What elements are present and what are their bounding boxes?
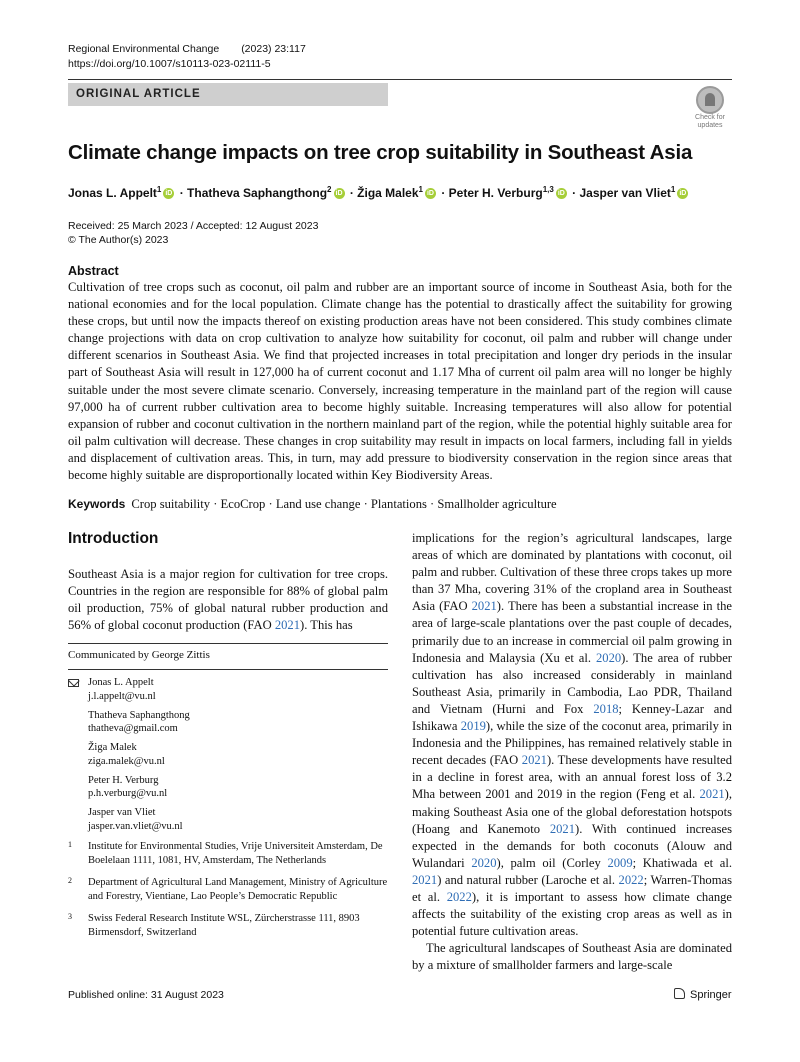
intro-text: ; Warren-Thomas et al. — [412, 872, 732, 904]
contact-name: Žiga Malek — [88, 742, 137, 753]
author-separator: · — [176, 186, 188, 200]
author-affiliation-number: 2 — [327, 185, 332, 194]
author-separator: · — [568, 186, 580, 200]
introduction-paragraph-2: The agricultural landscapes of Southeast Asia are dominated by a mixture of smallholder farmers and large-scale — [412, 941, 732, 973]
orcid-icon[interactable]: iD — [335, 190, 343, 198]
author-affiliation-number: 1 — [156, 185, 162, 194]
citation-link[interactable]: 2021 — [549, 821, 575, 836]
orcid-icon[interactable]: iD — [165, 190, 173, 198]
affiliation-text: Institute for Environmental Studies, Vrije Universiteit Amsterdam, De Boelelaan 1111, 1081, HV, Amsterdam, The Netherlands — [88, 841, 383, 866]
affiliation-entry — [68, 876, 388, 903]
introduction-heading: Introduction — [68, 530, 159, 547]
contact-entry — [88, 709, 388, 736]
citation-link[interactable]: 2021 — [521, 753, 547, 768]
affiliation-number: 3 — [68, 912, 72, 921]
journal-name: Regional Environmental Change — [68, 43, 220, 55]
intro-text: Southeast Asia is a major region for cultivation for tree crops. Countries in the region are responsible for 88% of global palm oil production, 75% of global natural rubber production and 56% of global coconut production (FAO — [68, 567, 388, 633]
doi-link[interactable]: https://doi.org/10.1007/s10113-023-02111-5 — [68, 58, 271, 70]
contact-name: Peter H. Verburg — [88, 774, 159, 786]
intro-text: ), making Southeast Asia one of the global deforestation hotspots (Hoang and Kanemoto — [412, 787, 732, 836]
published-online-date: Published online: 31 August 2023 — [68, 989, 224, 1001]
received-accepted-dates: Received: 25 March 2023 / Accepted: 12 August 2023 — [68, 220, 319, 232]
article-type-banner: ORIGINAL ARTICLE — [68, 83, 388, 106]
citation-link[interactable]: 2020 — [471, 855, 497, 870]
intro-text: ). These developments have resulted in a decline in forest area, with an annual forest loss of 3.2 Mha between 2001 and 2019 in the region (Feng et al. — [412, 753, 732, 802]
contact-email[interactable]: p.h.verburg@vu.nl — [88, 788, 168, 799]
check-updates-label: Check for — [695, 114, 725, 121]
orcid-icon[interactable]: iD — [679, 190, 687, 198]
intro-text: ; Khatiwada et al. — [632, 855, 732, 870]
publisher-logo — [674, 988, 732, 1001]
author-affiliation-number: 1,3 — [542, 185, 554, 194]
author-separator: · — [346, 186, 358, 200]
intro-text: implications for the region’s agricultural landscapes, large areas of which are dominated by plantations with coconut, oil palm and rubber. Cultivation of these three crops takes up more than 37 Mha, covering 31% of the cropland area in Southeast Asia (FAO — [412, 531, 733, 614]
author-name[interactable]: Jonas L. Appelt — [68, 186, 157, 200]
affiliation-number: 2 — [68, 876, 72, 885]
keywords-label: Keywords — [68, 497, 126, 511]
intro-text: ). This has — [300, 618, 353, 633]
citation-link[interactable]: 2021 — [274, 618, 301, 633]
contact-email[interactable]: j.l.appelt@vu.nl — [88, 690, 156, 702]
contact-entry — [88, 741, 388, 768]
intro-text: ), palm oil (Corley — [496, 855, 608, 870]
contact-entry — [88, 806, 388, 833]
author-separator: · — [437, 186, 449, 200]
citation-link[interactable]: 2022 — [618, 872, 644, 887]
citation-link[interactable]: 2021 — [699, 787, 725, 802]
contact-entry — [88, 774, 388, 801]
affiliation-entry — [68, 840, 388, 867]
contact-name: Thatheva Saphangthong — [88, 709, 190, 721]
affiliation-entry — [68, 912, 388, 939]
affiliation-list — [68, 840, 388, 948]
author-list — [68, 185, 690, 200]
intro-text: ) and natural rubber (Laroche et al. — [437, 872, 619, 887]
citation-link[interactable]: 2019 — [460, 719, 486, 734]
intro-text: ), while the size of the coconut area, primarily in Indonesia and the Philippines, has remained relatively stable in recent decades (FAO — [412, 719, 732, 768]
affiliation-text: Department of Agricultural Land Management, Ministry of Agriculture and Forestry, Vientiane, Lao People’s Democratic Republic — [88, 877, 388, 902]
abstract-heading: Abstract — [68, 264, 119, 278]
author-name[interactable]: Thatheva Saphangthong — [187, 186, 328, 200]
contact-email[interactable]: thatheva@gmail.com — [88, 723, 178, 734]
abstract-text: Cultivation of tree crops such as coconut, oil palm and rubber are an important source of income in Southeast Asia, both for the national economies and for the local population. Climate change has the potential to drastically affect the suitability for growing these crops, but until now the impacts thereof on existing production areas have not been considered. This study combines climate change projections with data on crop cultivation to analyze how suitability for coconut, oil palm and rubber will change under different scenarios in Southeast Asia. We find that projected increases in total precipitation and longer dry periods in the insular part of Southeast Asia will result in 127,000 ha of current coconut and 1.17 Mha of current oil palm area will no longer be highly suitable under the most severe climate scenario. Conversely, increasing temperature in the mainland part of the region will cause 97,000 ha of current rubber cultivation area to become highly suitable. Increasing temperatures will also allow for potential expansion of rubber and coconut cultivation in the northern mainland part of the region, while the potential highly suitable area for oil palm cultivation will decrease. These changes in crop suitability may result in impacts on local farmers, including fall in yields and displacement of cultivation areas. This, in turn, may add pressure to biodiversity conservation in the region since areas that become highly suitable are disproportionally located within Key Biodiversity Areas. — [68, 280, 732, 483]
copyright-notice: © The Author(s) 2023 — [68, 234, 169, 246]
orcid-icon[interactable]: iD — [426, 190, 434, 198]
author-name[interactable]: Jasper van Vliet — [579, 186, 671, 200]
citation-link[interactable]: 2022 — [446, 889, 472, 904]
check-updates-label-2: updates — [697, 122, 723, 129]
article-title: Climate change impacts on tree crop suitability in Southeast Asia — [68, 141, 693, 164]
mail-icon — [68, 679, 79, 687]
intro-text: ). The area of rubber cultivation has also increased considerably in mainland Southeast Asia, primarily in Cambodia, Lao PDR, Thailand and Vietnam (Hurni and Fox — [412, 650, 733, 716]
author-affiliation-number: 1 — [418, 185, 423, 194]
contact-list — [88, 676, 388, 839]
citation-link[interactable]: 2018 — [593, 701, 619, 716]
keywords — [68, 497, 557, 512]
intro-text: ), it is important to assess how climate change affects the suitability of the existing crop areas as well as in potential future cultivation areas. — [412, 889, 732, 939]
citation-link[interactable]: 2020 — [595, 650, 622, 665]
contact-email[interactable]: jasper.van.vliet@vu.nl — [88, 820, 183, 832]
header-divider — [68, 79, 732, 80]
introduction-right-column — [412, 530, 732, 974]
contact-name: Jonas L. Appelt — [88, 677, 154, 688]
contact-name: Jasper van Vliet — [88, 807, 156, 818]
intro-text: ; Kenney-Lazar and Ishikawa — [412, 701, 732, 734]
citation-link[interactable]: 2021 — [412, 872, 438, 887]
publisher-name: Springer — [690, 989, 732, 1001]
orcid-icon[interactable]: iD — [557, 190, 565, 198]
author-name[interactable]: Žiga Malek — [357, 186, 419, 200]
footnote-divider — [68, 669, 388, 670]
author-affiliation-number: 1 — [670, 185, 676, 194]
intro-text: ). With continued increases expected in the demands for both coconuts (Alouw and Wulandari — [412, 821, 732, 870]
intro-text: ). There has been a substantial increase in the area of large-scale plantations over the past couple of decades, primarily due to an increase in commercial oil palm growing in Indonesia and Malaysia (Xu et al. — [412, 599, 732, 665]
contact-entry — [88, 676, 388, 703]
check-for-updates-icon[interactable] — [688, 86, 732, 130]
keywords-list: Crop suitability · EcoCrop · Land use change · Plantations · Smallholder agriculture — [131, 497, 557, 511]
author-name[interactable]: Peter H. Verburg — [448, 186, 543, 200]
communicated-by: Communicated by George Zittis — [68, 649, 210, 661]
affiliation-text: Swiss Federal Research Institute WSL, Zürcherstrasse 111, 8903 Birmensdorf, Switzerland — [88, 913, 360, 938]
springer-horse-icon — [674, 988, 685, 999]
footnote-divider-top — [68, 643, 388, 644]
citation-link[interactable]: 2009 — [607, 855, 633, 870]
introduction-left-paragraph — [68, 566, 388, 634]
introduction-paragraph — [412, 530, 732, 940]
journal-volume: (2023) 23:117 — [241, 43, 306, 55]
affiliation-number: 1 — [68, 840, 72, 849]
citation-link[interactable]: 2021 — [471, 599, 497, 614]
journal-info — [68, 43, 306, 55]
contact-email[interactable]: ziga.malek@vu.nl — [88, 755, 165, 767]
